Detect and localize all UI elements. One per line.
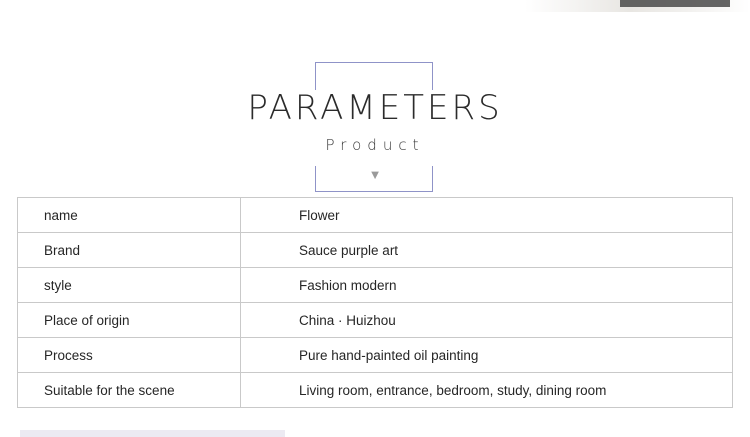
row-label: style: [18, 268, 241, 303]
parameters-table: [17, 197, 733, 408]
page-title: PARAMETERS: [247, 88, 503, 128]
table-row: [18, 303, 733, 338]
row-value: Living room, entrance, bedroom, study, dining room: [241, 373, 733, 408]
table-row: [18, 233, 733, 268]
table-row: [18, 373, 733, 408]
row-value: Pure hand-painted oil painting: [241, 338, 733, 373]
page-subtitle: Product: [325, 136, 425, 154]
table-row: [18, 338, 733, 373]
table-row: [18, 268, 733, 303]
table-row: [18, 198, 733, 233]
left-edge-spacer: [0, 12, 3, 437]
row-label: name: [18, 198, 241, 233]
row-value: Sauce purple art: [241, 233, 733, 268]
row-label: Brand: [18, 233, 241, 268]
row-value: Fashion modern: [241, 268, 733, 303]
row-label: Place of origin: [18, 303, 241, 338]
top-dark-accent: [620, 0, 730, 7]
caret-down-icon: ▼: [368, 167, 382, 182]
row-label: Process: [18, 338, 241, 373]
bottom-decoration-strip: [20, 430, 285, 437]
row-value: China · Huizhou: [241, 303, 733, 338]
parameters-table-body: [18, 198, 733, 408]
row-label: Suitable for the scene: [18, 373, 241, 408]
row-value: Flower: [241, 198, 733, 233]
